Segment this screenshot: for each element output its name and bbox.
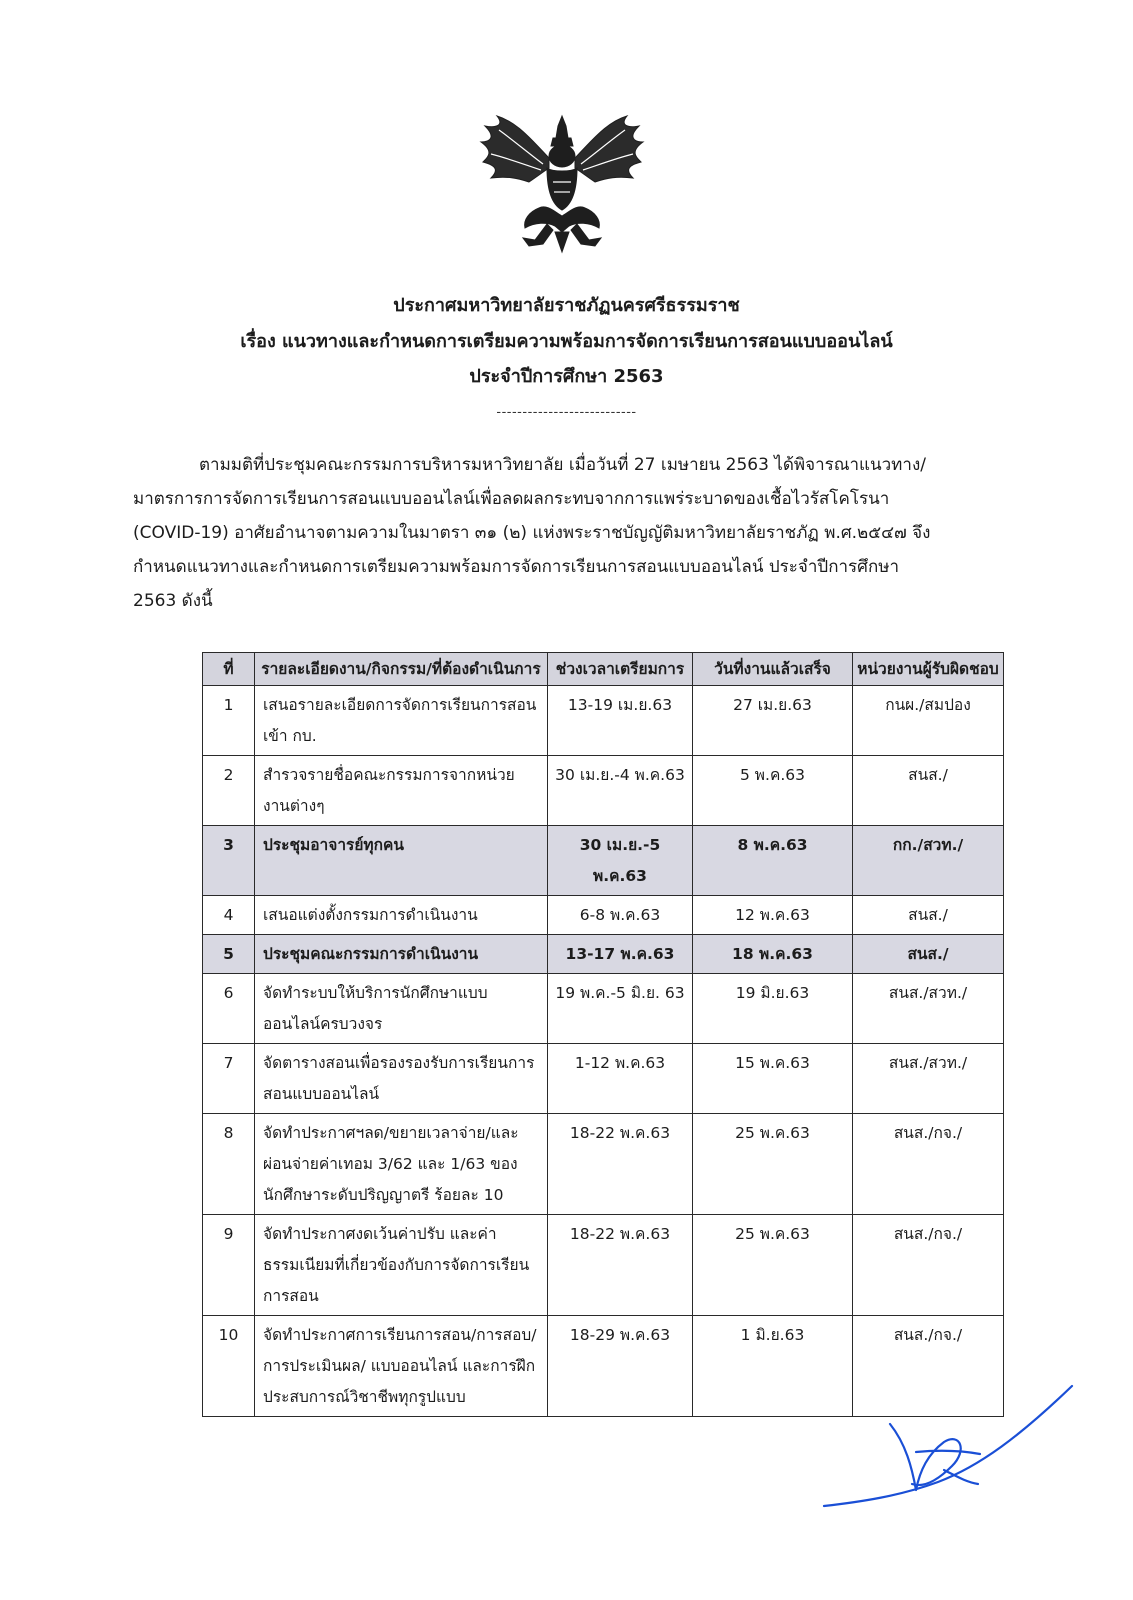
row-no: 7 xyxy=(203,1044,255,1114)
row-period: 13-17 พ.ค.63 xyxy=(548,935,693,974)
row-no: 3 xyxy=(203,826,255,896)
paragraph-line: มาตรการการจัดการเรียนการสอนแบบออนไลน์เพื่อลดผลกระทบจากการแพร่ระบาดของเชื้อไวรัสโคโรนา xyxy=(133,489,890,509)
table-row xyxy=(203,756,1004,826)
row-detail: ประชุมอาจารย์ทุกคน xyxy=(255,826,548,896)
table-row xyxy=(203,1114,1004,1215)
header-no: ที่ xyxy=(203,653,255,686)
row-unit: สนส./กจ./ xyxy=(853,1215,1004,1316)
row-detail: จัดทำประกาศฯลด/ขยายเวลาจ่าย/และผ่อนจ่ายค่าเทอม 3/62 และ 1/63 ของนักศึกษาระดับปริญญาตรี ร้อยละ 10 xyxy=(255,1114,548,1215)
table-row-highlighted xyxy=(203,935,1004,974)
row-period: 18-29 พ.ค.63 xyxy=(548,1316,693,1417)
row-period: 18-22 พ.ค.63 xyxy=(548,1215,693,1316)
row-period: 19 พ.ค.-5 มิ.ย. 63 xyxy=(548,974,693,1044)
row-detail: จัดทำระบบให้บริการนักศึกษาแบบออนไลน์ครบวงจร xyxy=(255,974,548,1044)
table-row xyxy=(203,1044,1004,1114)
row-no: 6 xyxy=(203,974,255,1044)
row-unit: สนส./ xyxy=(853,935,1004,974)
row-no: 4 xyxy=(203,896,255,935)
academic-year-line: ประจำปีการศึกษา 2563 xyxy=(469,366,664,387)
row-detail: เสนอแต่งตั้งกรรมการดำเนินงาน xyxy=(255,896,548,935)
garuda-emblem-icon xyxy=(477,112,647,257)
row-period: 6-8 พ.ค.63 xyxy=(548,896,693,935)
header-done-date: วันที่งานแล้วเสร็จ xyxy=(693,653,853,686)
body-paragraph xyxy=(133,448,1003,618)
row-period: 18-22 พ.ค.63 xyxy=(548,1114,693,1215)
row-unit: สนส./ xyxy=(853,896,1004,935)
row-unit: กนผ./สมปอง xyxy=(853,686,1004,756)
row-done-date: 27 เม.ย.63 xyxy=(693,686,853,756)
table-header-row xyxy=(203,653,1004,686)
row-done-date: 18 พ.ค.63 xyxy=(693,935,853,974)
header-responsible-unit: หน่วยงานผู้รับผิดชอบ xyxy=(853,653,1004,686)
paragraph-line: ตามมติที่ประชุมคณะกรรมการบริหารมหาวิทยาลัย เมื่อวันที่ 27 เมษายน 2563 ได้พิจารณาแนวทาง/ xyxy=(199,455,926,475)
table-row-highlighted xyxy=(203,826,1004,896)
row-done-date: 25 พ.ค.63 xyxy=(693,1114,853,1215)
row-done-date: 15 พ.ค.63 xyxy=(693,1044,853,1114)
paragraph-line: 2563 ดังนี้ xyxy=(133,591,213,611)
row-detail: จัดทำประกาศงดเว้นค่าปรับ และค่าธรรมเนียมที่เกี่ยวข้องกับการจัดการเรียนการสอน xyxy=(255,1215,548,1316)
row-detail: เสนอรายละเอียดการจัดการเรียนการสอนเข้า กบ. xyxy=(255,686,548,756)
row-unit: สนส./ xyxy=(853,756,1004,826)
row-no: 10 xyxy=(203,1316,255,1417)
row-done-date: 12 พ.ค.63 xyxy=(693,896,853,935)
table-row xyxy=(203,896,1004,935)
row-period: 30 เม.ย.-5 พ.ค.63 xyxy=(548,826,693,896)
row-unit: สนส./กจ./ xyxy=(853,1316,1004,1417)
row-no: 9 xyxy=(203,1215,255,1316)
signature-scribble xyxy=(820,1370,1080,1520)
row-no: 8 xyxy=(203,1114,255,1215)
row-done-date: 5 พ.ค.63 xyxy=(693,756,853,826)
row-period: 30 เม.ย.-4 พ.ค.63 xyxy=(548,756,693,826)
row-detail: ประชุมคณะกรรมการดำเนินงาน xyxy=(255,935,548,974)
row-period: 1-12 พ.ค.63 xyxy=(548,1044,693,1114)
table-row xyxy=(203,686,1004,756)
row-unit: สนส./สวท./ xyxy=(853,1044,1004,1114)
row-detail: จัดทำประกาศการเรียนการสอน/การสอบ/การประเมินผล/ แบบออนไลน์ และการฝึกประสบการณ์วิชาชีพทุกรูปแบบ xyxy=(255,1316,548,1417)
row-done-date: 8 พ.ค.63 xyxy=(693,826,853,896)
header-detail: รายละเอียดงาน/กิจกรรม/ที่ต้องดำเนินการ xyxy=(255,653,548,686)
row-unit: สนส./กจ./ xyxy=(853,1114,1004,1215)
schedule-table xyxy=(202,652,1004,1417)
announcement-title: ประกาศมหาวิทยาลัยราชภัฏนครศรีธรรมราช xyxy=(393,295,740,316)
paragraph-line: กำหนดแนวทางและกำหนดการเตรียมความพร้อมการจัดการเรียนการสอนแบบออนไลน์ ประจำปีการศึกษา xyxy=(133,557,900,577)
table-row xyxy=(203,1215,1004,1316)
row-no: 1 xyxy=(203,686,255,756)
separator-line: --------------------------- xyxy=(496,405,637,420)
row-unit: สนส./สวท./ xyxy=(853,974,1004,1044)
row-unit: กก./สวท./ xyxy=(853,826,1004,896)
row-no: 5 xyxy=(203,935,255,974)
header-period: ช่วงเวลาเตรียมการ xyxy=(548,653,693,686)
row-period: 13-19 เม.ย.63 xyxy=(548,686,693,756)
row-no: 2 xyxy=(203,756,255,826)
row-done-date: 1 มิ.ย.63 xyxy=(693,1316,853,1417)
row-detail: สำรวจรายชื่อคณะกรรมการจากหน่วยงานต่างๆ xyxy=(255,756,548,826)
row-done-date: 25 พ.ค.63 xyxy=(693,1215,853,1316)
paragraph-line: (COVID-19) อาศัยอำนาจตามความในมาตรา ๓๑ (๒) แห่งพระราชบัญญัติมหาวิทยาลัยราชภัฏ พ.ศ.๒๕๔๗ จึง xyxy=(133,523,931,543)
table-row xyxy=(203,974,1004,1044)
row-done-date: 19 มิ.ย.63 xyxy=(693,974,853,1044)
announcement-subject: เรื่อง แนวทางและกำหนดการเตรียมความพร้อมการจัดการเรียนการสอนแบบออนไลน์ xyxy=(240,331,893,352)
row-detail: จัดตารางสอนเพื่อรองรองรับการเรียนการสอนแบบออนไลน์ xyxy=(255,1044,548,1114)
